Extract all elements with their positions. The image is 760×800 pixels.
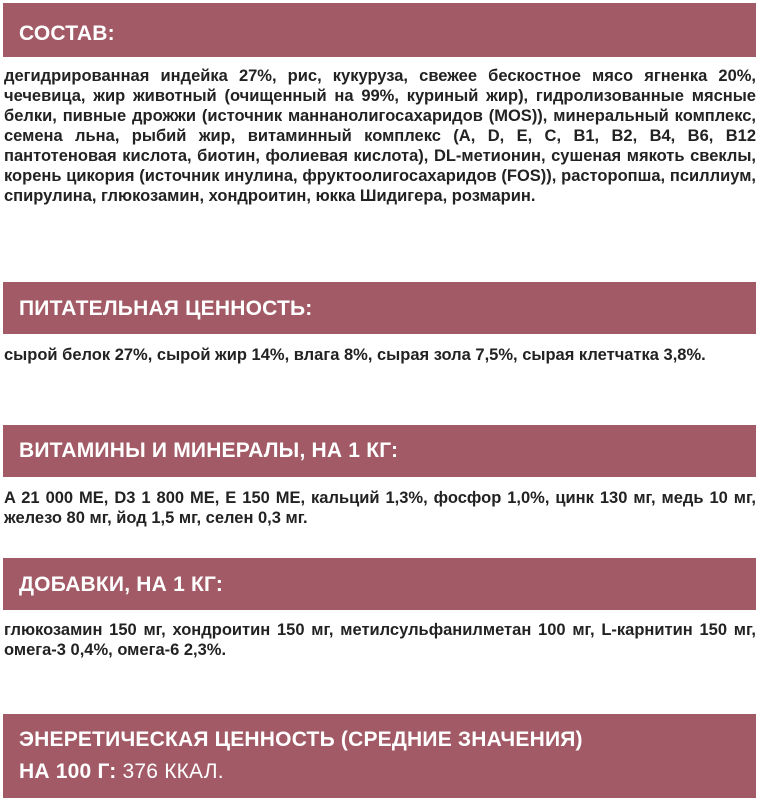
energy-per-label: НА 100 Г: [19,760,117,783]
nutrition-header [3,282,756,334]
composition-text: дегидрированная индейка 27%, рис, кукуруза, свежее бескостное мясо ягненка 20%, чечевица, жир животный (очищенный на 99%, куриный жир), гидролизованные мясные белки, пивные дрожжи (источник маннанолигосахаридов (MOS)), минеральный комплекс, семена льна, рыбий жир, витаминный комплекс (A, D, E, C, B1, B2, B4, B6, B12 пантотеновая кислота, биотин, фолиевая кислота), DL-метионин, сушеная мякоть свеклы, корень цикория (источник инулина, фруктоолигосахаридов (FOS)), расторопша, псиллиум, спирулина, глюкозамин, хондроитин, юкка Шидигера, розмарин. [4,67,756,205]
composition-header [3,3,756,57]
nutrition-text: сырой белок 27%, сырой жир 14%, влага 8%, сырая зола 7,5%, сырая клетчатка 3,8%. [4,346,706,364]
additives-header [3,558,756,610]
nutrition-title: ПИТАТЕЛЬНАЯ ЦЕННОСТЬ: [19,297,313,320]
energy-title: ЭНЕРЕТИЧЕСКАЯ ЦЕННОСТЬ (СРЕДНИЕ ЗНАЧЕНИЯ) [19,728,583,751]
energy-header [3,714,756,798]
energy-value: 376 ККАЛ. [122,760,224,783]
vitamins-header [3,425,756,477]
additives-text: глюкозамин 150 мг, хондроитин 150 мг, метилсульфанилметан 100 мг, L-карнитин 150 мг, омега-3 0,4%, омега-6 2,3%. [4,621,756,659]
vitamins-text: A 21 000 ME, D3 1 800 ME, E 150 ME, кальций 1,3%, фосфор 1,0%, цинк 130 мг, медь 10 мг, железо 80 мг, йод 1,5 мг, селен 0,3 мг. [4,489,756,527]
energy-value-line [19,760,756,784]
composition-title: СОСТАВ: [19,22,115,45]
additives-title: ДОБАВКИ, НА 1 КГ: [19,573,224,596]
vitamins-title: ВИТАМИНЫ И МИНЕРАЛЫ, НА 1 КГ: [19,439,399,462]
